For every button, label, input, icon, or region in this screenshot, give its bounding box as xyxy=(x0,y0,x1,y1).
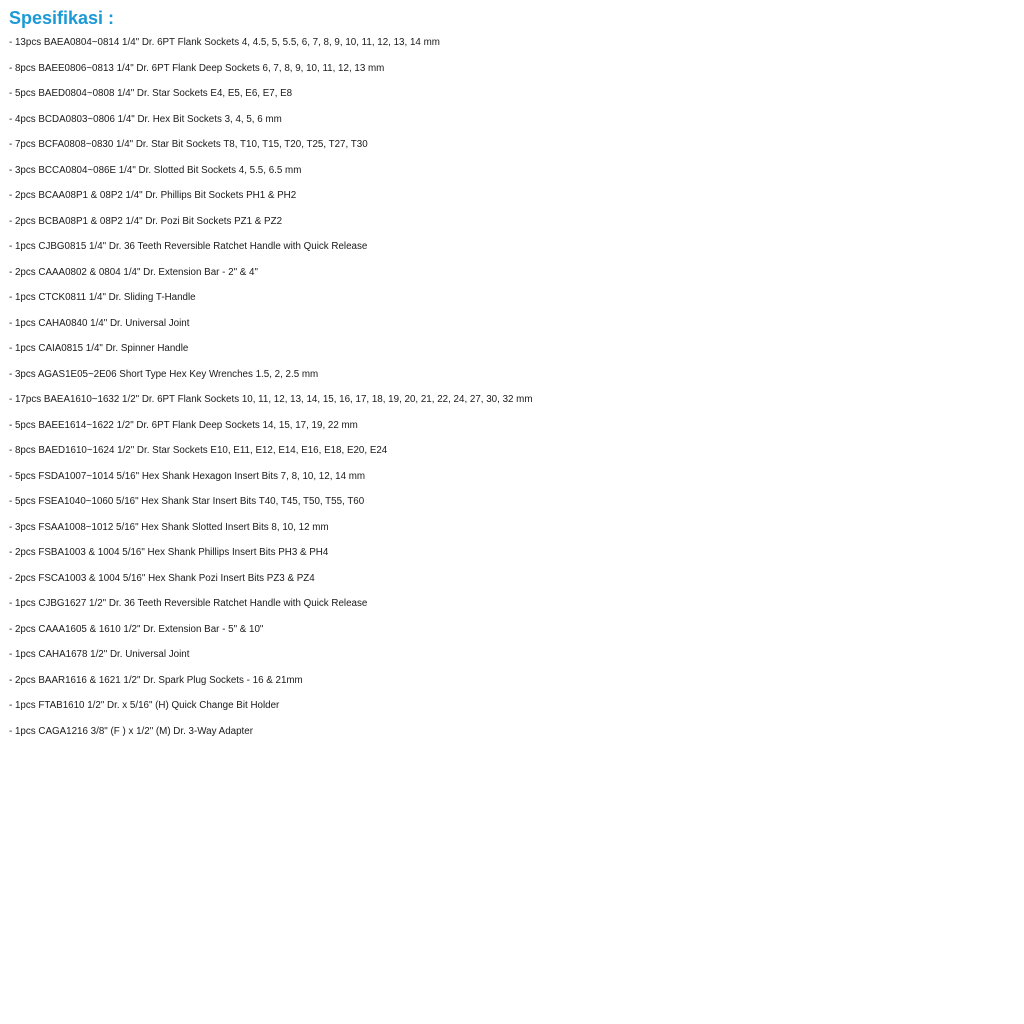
spec-item-9: - 1pcs CJBG0815 1/4" Dr. 36 Teeth Reversible Ratchet Handle with Quick Release xyxy=(9,241,368,252)
spec-item-11: - 1pcs CTCK0811 1/4" Dr. Sliding T-Handle xyxy=(9,292,196,303)
spec-item-5: - 7pcs BCFA0808~0830 1/4" Dr. Star Bit Sockets T8, T10, T15, T20, T25, T27, T30 xyxy=(9,139,368,150)
spec-item-2: - 8pcs BAEE0806~0813 1/4" Dr. 6PT Flank Deep Sockets 6, 7, 8, 9, 10, 11, 12, 13 mm xyxy=(9,62,385,74)
spec-item-14: - 3pcs AGAS1E05~2E06 Short Type Hex Key Wrenches 1.5, 2, 2.5 mm xyxy=(9,368,319,380)
spec-item-21: - 2pcs FSBA1003 & 1004 5/16" Hex Shank Phillips Insert Bits PH3 & PH4 xyxy=(9,547,329,558)
spec-item-19: - 5pcs FSEA1040~1060 5/16" Hex Shank Star Insert Bits T40, T45, T50, T55, T60 xyxy=(9,496,365,507)
spec-item-22: - 2pcs FSCA1003 & 1004 5/16" Hex Shank Pozi Insert Bits PZ3 & PZ4 xyxy=(9,572,315,584)
spec-item-17: - 8pcs BAED1610~1624 1/2" Dr. Star Sockets E10, E11, E12, E14, E16, E18, E20, E24 xyxy=(9,445,388,456)
spec-item-23: - 1pcs CJBG1627 1/2" Dr. 36 Teeth Reversible Ratchet Handle with Quick Release xyxy=(9,598,368,609)
spec-item-27: - 1pcs FTAB1610 1/2" Dr. x 5/16" (H) Quick Change Bit Holder xyxy=(9,700,280,711)
spec-item-20: - 3pcs FSAA1008~1012 5/16" Hex Shank Slotted Insert Bits 8, 10, 12 mm xyxy=(9,521,329,533)
spec-item-24: - 2pcs CAAA1605 & 1610 1/2" Dr. Extension Bar - 5" & 10" xyxy=(9,623,264,635)
spec-item-1: - 13pcs BAEA0804~0814 1/4" Dr. 6PT Flank Sockets 4, 4.5, 5, 5.5, 6, 7, 8, 9, 10, 11, 12, 13, 14 mm xyxy=(9,37,440,48)
spec-item-13: - 1pcs CAIA0815 1/4" Dr. Spinner Handle xyxy=(9,343,189,354)
spec-item-10: - 2pcs CAAA0802 & 0804 1/4" Dr. Extension Bar - 2" & 4" xyxy=(9,266,258,278)
spec-item-16: - 5pcs BAEE1614~1622 1/2" Dr. 6PT Flank Deep Sockets 14, 15, 17, 19, 22 mm xyxy=(9,419,358,431)
spec-item-3: - 5pcs BAED0804~0808 1/4" Dr. Star Sockets E4, E5, E6, E7, E8 xyxy=(9,88,293,99)
spec-item-12: - 1pcs CAHA0840 1/4" Dr. Universal Joint xyxy=(9,317,190,329)
spec-item-6: - 3pcs BCCA0804~086E 1/4" Dr. Slotted Bit Sockets 4, 5.5, 6.5 mm xyxy=(9,164,302,176)
spec-item-4: - 4pcs BCDA0803~0806 1/4" Dr. Hex Bit Sockets 3, 4, 5, 6 mm xyxy=(9,113,282,125)
spec-item-15: - 17pcs BAEA1610~1632 1/2" Dr. 6PT Flank Sockets 10, 11, 12, 13, 14, 15, 16, 17, 18, 19, 20, 21, 22, 24, 27, 30, 32 mm xyxy=(9,394,533,405)
spec-item-18: - 5pcs FSDA1007~1014 5/16" Hex Shank Hexagon Insert Bits 7, 8, 10, 12, 14 mm xyxy=(9,470,366,482)
spec-item-7: - 2pcs BCAA08P1 & 08P2 1/4" Dr. Phillips Bit Sockets PH1 & PH2 xyxy=(9,190,297,201)
spec-item-28: - 1pcs CAGA1216 3/8" (F ) x 1/2" (M) Dr. 3-Way Adapter xyxy=(9,725,253,737)
spec-item-26: - 2pcs BAAR1616 & 1621 1/2" Dr. Spark Plug Sockets - 16 & 21mm xyxy=(9,674,303,686)
spec-heading: Spesifikasi : xyxy=(9,8,115,28)
spec-list xyxy=(9,30,1024,744)
spec-item-25: - 1pcs CAHA1678 1/2" Dr. Universal Joint xyxy=(9,649,190,660)
spec-item-8: - 2pcs BCBA08P1 & 08P2 1/4" Dr. Pozi Bit Sockets PZ1 & PZ2 xyxy=(9,215,283,227)
